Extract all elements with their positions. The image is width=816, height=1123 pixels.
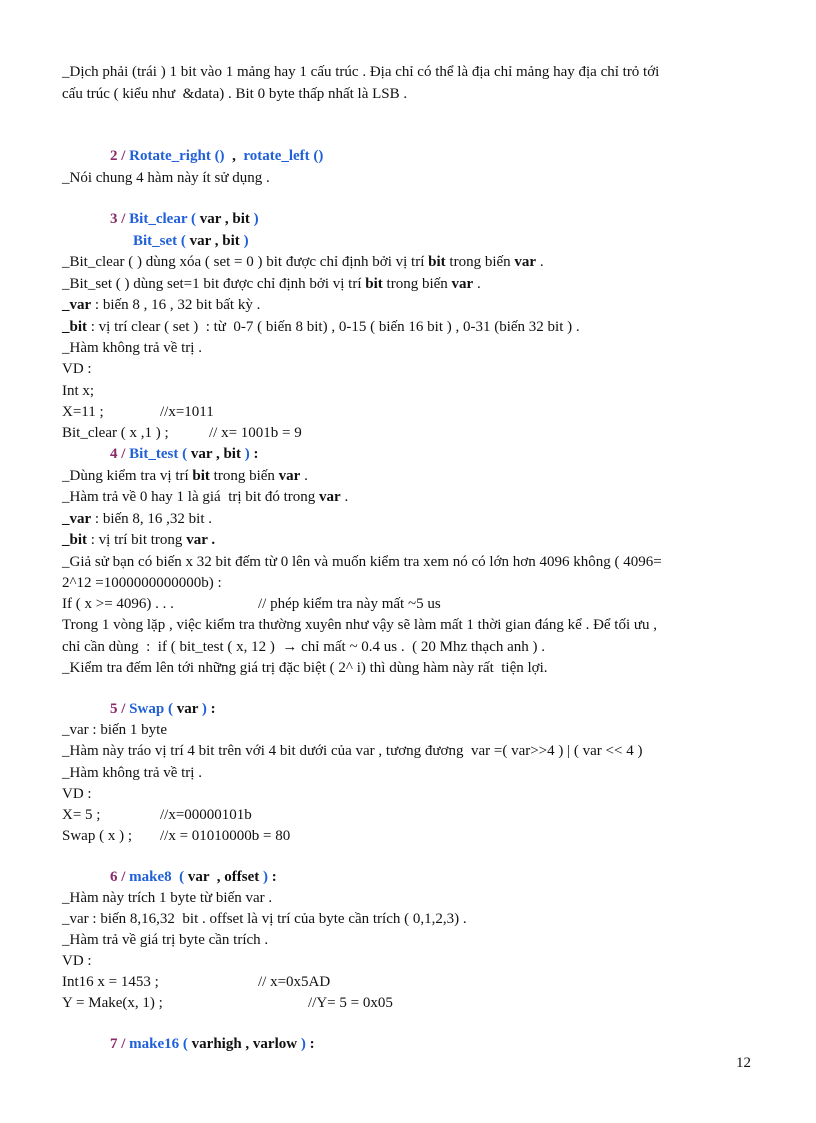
bold-text: var bbox=[319, 489, 341, 505]
example-label: VD : bbox=[62, 953, 92, 969]
rotate-right-function: Rotate_right () bbox=[129, 148, 225, 164]
bit-set-args: var , bit bbox=[185, 233, 244, 249]
swap-function: Swap ( bbox=[129, 701, 173, 717]
section-2-description: _Nói chung 4 hàm này ít sử dụng . bbox=[62, 170, 270, 186]
swap-close: ) bbox=[201, 701, 207, 717]
bit-set-description bbox=[62, 274, 481, 294]
section-5-number: 5 / bbox=[110, 701, 126, 717]
bold-text: var bbox=[278, 468, 301, 484]
code-comment: // x=0x5AD bbox=[258, 974, 331, 990]
text: _Bit_clear ( ) dùng xóa ( set = 0 ) bit được chỉ định bởi vị trí bbox=[62, 254, 429, 270]
text: chỉ mất ~ 0.4 us . ( 20 Mhz thạch anh ) . bbox=[297, 639, 546, 655]
code-comment: //x=00000101b bbox=[160, 807, 252, 823]
code: Bit_clear ( x ,1 ) ; bbox=[62, 425, 169, 441]
text: _Hàm trả về 0 hay 1 là giá trị bit đó trong bbox=[62, 489, 320, 505]
return-note: _Hàm không trả về trị . bbox=[62, 765, 202, 781]
bit-parameter bbox=[62, 530, 215, 550]
heading-colon: : bbox=[206, 701, 216, 717]
text: . bbox=[536, 254, 544, 270]
text: . bbox=[300, 468, 308, 484]
code-comment: //Y= 5 = 0x05 bbox=[308, 995, 393, 1011]
bold-text: var bbox=[451, 276, 474, 292]
section-4-number: 4 / bbox=[110, 446, 126, 462]
section-3-number: 3 / bbox=[110, 211, 126, 227]
paragraph-line: 2^12 =1000000000000b) : bbox=[62, 575, 222, 591]
code: If ( x >= 4096) . . . bbox=[62, 596, 174, 612]
text: : vị trí clear ( set ) : từ 0-7 ( biến 8 bit) , 0-15 ( biến 16 bit ) , 0-31 (biến 32 bit ) . bbox=[87, 319, 580, 335]
make16-function: make16 ( bbox=[129, 1036, 188, 1052]
code-line: Int x; bbox=[62, 383, 95, 399]
code: X= 5 ; bbox=[62, 807, 101, 823]
paragraph-line: _Kiểm tra đếm lên tới những giá trị đặc biệt ( 2^ i) thì dùng hàm này rất tiện lợi. bbox=[62, 660, 548, 676]
return-note: _Hàm trả về giá trị byte cần trích . bbox=[62, 932, 269, 948]
bit-clear-args: var , bit bbox=[195, 211, 254, 227]
bit-test-args: var , bit bbox=[187, 446, 245, 462]
text: : vị trí bit trong bbox=[87, 532, 187, 548]
bit-test-function: Bit_test ( bbox=[129, 446, 188, 462]
example-label: VD : bbox=[62, 786, 92, 802]
bit-clear-close: ) bbox=[253, 211, 259, 227]
right-arrow-icon: → bbox=[282, 639, 298, 655]
code-line bbox=[62, 594, 441, 614]
rotate-left-function: rotate_left () bbox=[243, 148, 324, 164]
text: _Dùng kiểm tra vị trí bbox=[62, 468, 193, 484]
intro-line-1: _Dịch phải (trái ) 1 bit vào 1 mảng hay 1 cấu trúc . Địa chỉ có thể là địa chỉ mảng hay địa chỉ trỏ tới bbox=[62, 64, 660, 80]
swap-args: var bbox=[172, 701, 202, 717]
bold-text: _bit bbox=[62, 319, 88, 335]
paragraph-line bbox=[62, 637, 545, 657]
text: trong biến bbox=[382, 276, 452, 292]
bit-set-close: ) bbox=[243, 233, 249, 249]
bit-clear-description bbox=[62, 252, 544, 272]
make8-description: _Hàm này trích 1 byte từ biến var . bbox=[62, 890, 273, 906]
bold-text: var bbox=[514, 254, 537, 270]
bold-text: _var bbox=[62, 511, 92, 527]
text: trong biến bbox=[445, 254, 515, 270]
section-3-heading bbox=[110, 209, 259, 229]
section-6-heading bbox=[110, 867, 277, 887]
text: . bbox=[340, 489, 349, 505]
code-line bbox=[62, 993, 393, 1013]
text: chỉ cần dùng : if ( bit_test ( x, 12 ) bbox=[62, 639, 283, 655]
make16-close: ) bbox=[300, 1036, 306, 1052]
code-line bbox=[62, 402, 214, 422]
section-2-heading bbox=[110, 146, 323, 166]
code-line bbox=[62, 805, 252, 825]
bold-text: var . bbox=[186, 532, 216, 548]
text: : biến 8, 16 ,32 bit . bbox=[91, 511, 212, 527]
bit-set-function: Bit_set ( bbox=[133, 233, 186, 249]
swap-description: _Hàm này tráo vị trí 4 bit trên với 4 bit dưới của var , tương đương var =( var>>4 ) | ( var << 4 ) bbox=[62, 743, 643, 759]
return-note bbox=[62, 487, 348, 507]
text: _Bit_set ( ) dùng set=1 bit được chỉ định bởi vị trí bbox=[62, 276, 366, 292]
code-line bbox=[62, 826, 291, 846]
paragraph-line: _Giả sử bạn có biến x 32 bit đếm từ 0 lên và muốn kiểm tra xem nó có lớn hơn 4096 không ( 4096= bbox=[62, 554, 662, 570]
code-comment: //x = 01010000b = 80 bbox=[160, 828, 291, 844]
bold-text: bit bbox=[365, 276, 383, 292]
bold-text: bit bbox=[428, 254, 446, 270]
bold-text: _bit bbox=[62, 532, 88, 548]
code: Int16 x = 1453 ; bbox=[62, 974, 159, 990]
section-6-number: 6 / bbox=[110, 869, 126, 885]
bit-test-close: ) bbox=[244, 446, 250, 462]
section-7-heading bbox=[110, 1034, 315, 1054]
heading-colon: : bbox=[249, 446, 259, 462]
text: : biến 8 , 16 , 32 bit bất kỳ . bbox=[91, 297, 261, 313]
section-3-heading-2 bbox=[133, 231, 249, 251]
bit-test-description bbox=[62, 466, 308, 486]
page-number: 12 bbox=[736, 1055, 751, 1071]
section-4-heading bbox=[110, 444, 258, 464]
make8-function: make8 ( bbox=[129, 869, 185, 885]
heading-colon: : bbox=[268, 869, 277, 885]
return-note: _Hàm không trả về trị . bbox=[62, 340, 202, 356]
section-2-number: 2 / bbox=[110, 148, 126, 164]
text: trong biến bbox=[209, 468, 279, 484]
var-parameter bbox=[62, 295, 260, 315]
bit-parameter bbox=[62, 317, 580, 337]
code: X=11 ; bbox=[62, 404, 104, 420]
bold-text: bit bbox=[192, 468, 210, 484]
section-5-heading bbox=[110, 699, 216, 719]
example-label: VD : bbox=[62, 361, 92, 377]
make8-args: var , offset bbox=[184, 869, 264, 885]
paragraph-line: Trong 1 vòng lặp , việc kiểm tra thường xuyên như vậy sẽ làm mất 1 thời gian đáng kể . Để tối ưu , bbox=[62, 617, 658, 633]
make8-close: ) bbox=[263, 869, 269, 885]
code-line bbox=[62, 972, 331, 992]
code: Y = Make(x, 1) ; bbox=[62, 995, 163, 1011]
code-comment: //x=1011 bbox=[160, 404, 214, 420]
bit-clear-function: Bit_clear ( bbox=[129, 211, 196, 227]
section-7-number: 7 / bbox=[110, 1036, 126, 1052]
var-parameter: _var : biến 8,16,32 bit . offset là vị trí của byte cần trích ( 0,1,2,3) . bbox=[62, 911, 467, 927]
var-parameter: _var : biến 1 byte bbox=[62, 722, 167, 738]
code-line bbox=[62, 423, 302, 443]
code-comment: // phép kiểm tra này mất ~5 us bbox=[258, 596, 441, 612]
text: . bbox=[473, 276, 481, 292]
make16-args: varhigh , varlow bbox=[187, 1036, 301, 1052]
heading-colon: : bbox=[305, 1036, 315, 1052]
code: Swap ( x ) ; bbox=[62, 828, 132, 844]
heading-separator: , bbox=[224, 148, 244, 164]
intro-line-2: cấu trúc ( kiểu như &data) . Bit 0 byte thấp nhất là LSB . bbox=[62, 86, 408, 102]
bold-text: _var bbox=[62, 297, 92, 313]
code-comment: // x= 1001b = 9 bbox=[209, 425, 302, 441]
var-parameter bbox=[62, 509, 212, 529]
